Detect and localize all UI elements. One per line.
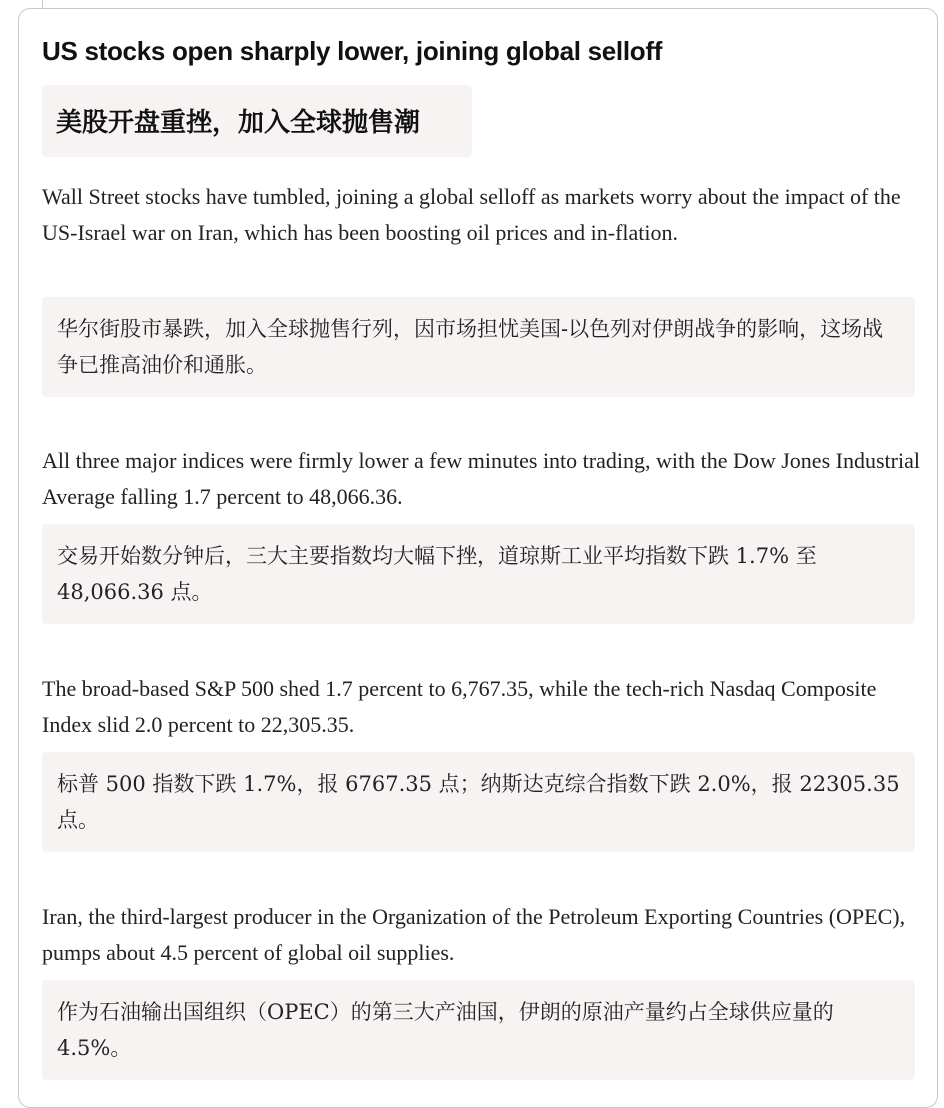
article-title-translation: 美股开盘重挫，加入全球抛售潮 xyxy=(42,85,472,157)
paragraph-en: Wall Street stocks have tumbled, joining a global selloff as markets worry about the impact of the US-Israel war on Iran, which has been boosting oil prices and in-flation. xyxy=(42,184,901,245)
paragraph-translation: 华尔街股市暴跌，加入全球抛售行列，因市场担忧美国-以色列对伊朗战争的影响，这场战争已推高油价和通胀。 xyxy=(42,297,915,397)
paragraph-en: The broad-based S&P 500 shed 1.7 percent to 6,767.35, while the tech-rich Nasdaq Composite Index slid 2.0 percent to 22,305.35. xyxy=(42,676,877,737)
paragraph-en: Iran, the third-largest producer in the Organization of the Petroleum Exporting Countries (OPEC), pumps about 4.5 percent of global oil supplies. xyxy=(42,904,906,965)
paragraph-translation: 标普 500 指数下跌 1.7%，报 6767.35 点；纳斯达克综合指数下跌 2.0%，报 22305.35 点。 xyxy=(42,752,915,852)
article-title: US stocks open sharply lower, joining global selloff xyxy=(42,36,663,66)
paragraph-en: All three major indices were firmly lower a few minutes into trading, with the Dow Jones Industrial Average falling 1.7 percent to 48,066.36. xyxy=(42,448,920,509)
paragraph-translation: 交易开始数分钟后，三大主要指数均大幅下挫，道琼斯工业平均指数下跌 1.7% 至 48,066.36 点。 xyxy=(42,524,915,624)
paragraph-translation: 作为石油输出国组织（OPEC）的第三大产油国，伊朗的原油产量约占全球供应量的 4.5%。 xyxy=(42,980,915,1080)
